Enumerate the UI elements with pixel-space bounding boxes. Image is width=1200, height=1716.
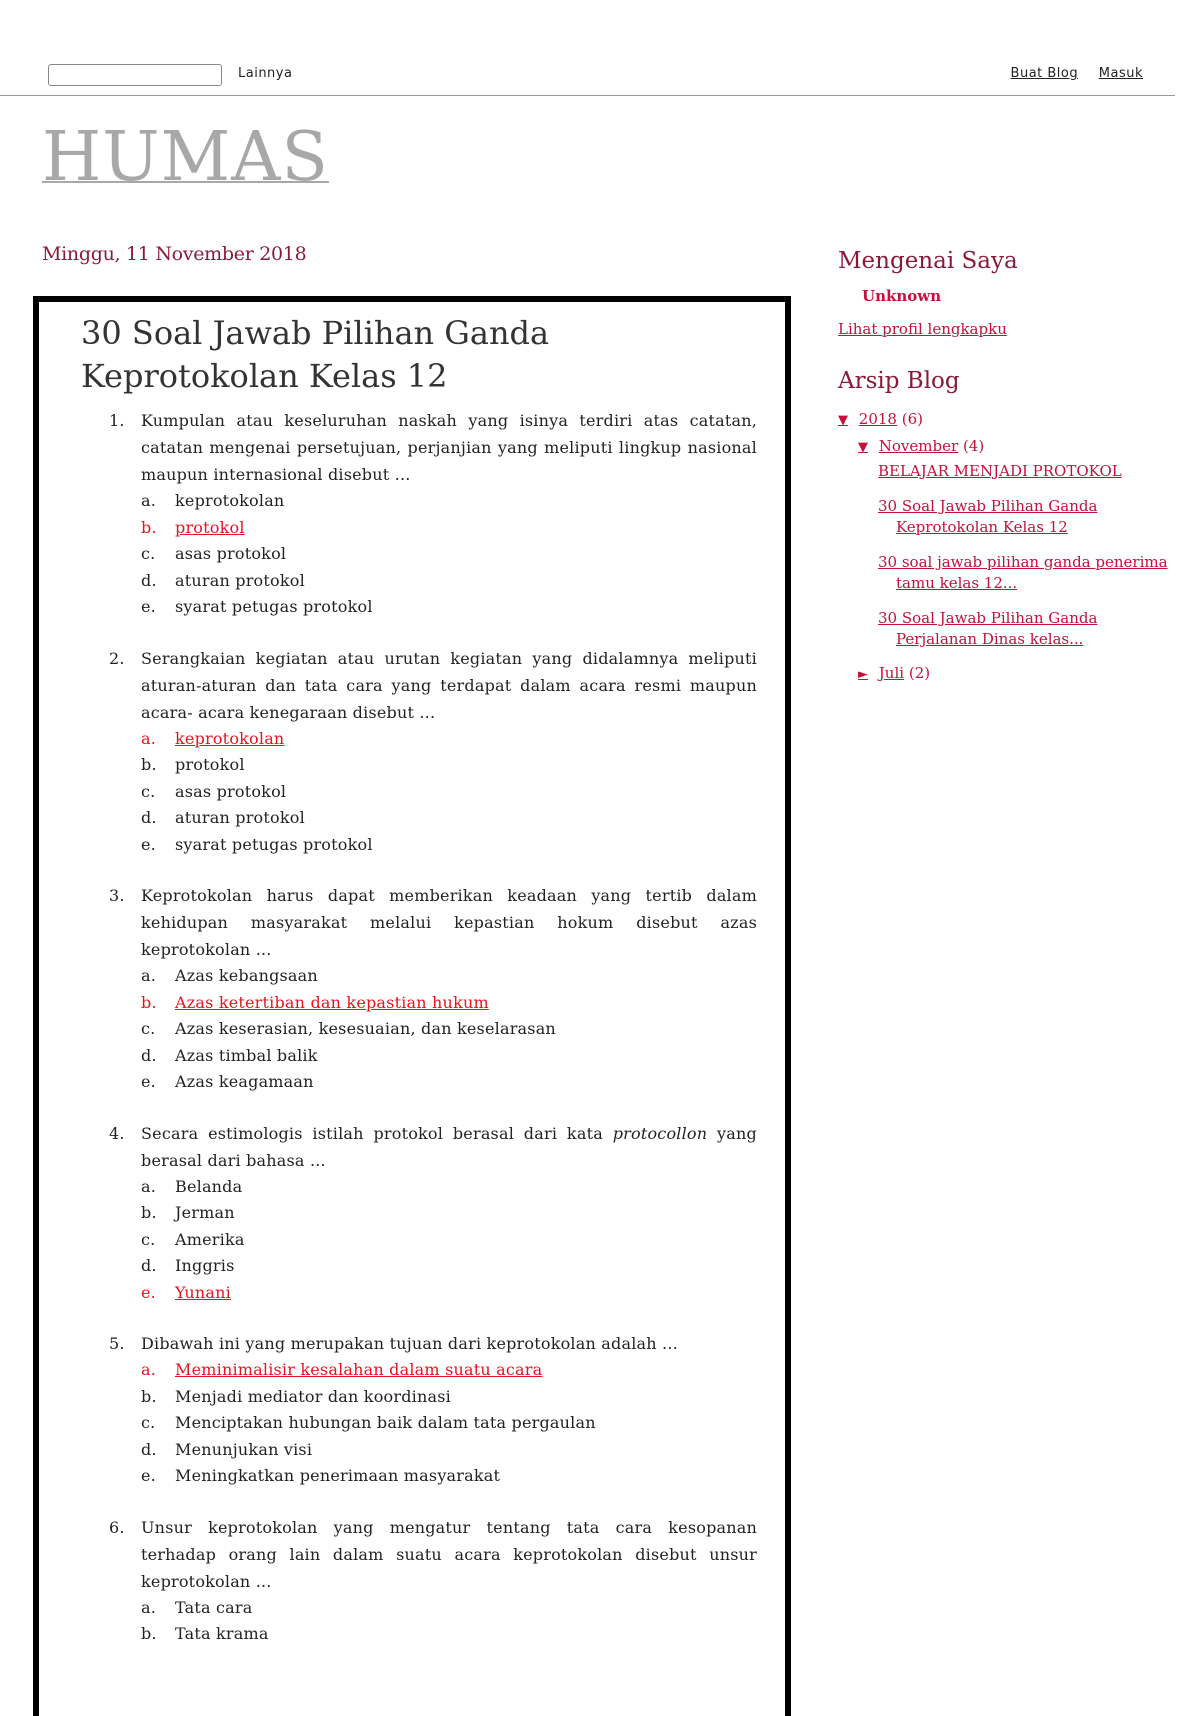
question-text-row — [109, 1330, 757, 1357]
question-item — [109, 882, 757, 1096]
option-text: Tata krama — [175, 1624, 269, 1643]
option-letter: d. — [141, 1256, 157, 1275]
answer-option — [109, 568, 757, 595]
answer-option — [109, 1253, 757, 1280]
question-text — [141, 1120, 757, 1174]
question-item — [109, 1120, 757, 1307]
option-letter: a. — [141, 1360, 157, 1379]
archive-month-link[interactable]: November — [878, 437, 959, 455]
option-text: Menunjukan visi — [175, 1439, 313, 1459]
question-text-row — [109, 882, 757, 963]
question-number: 2. — [109, 648, 125, 668]
navbar — [0, 0, 1175, 96]
option-text: keprotokolan — [175, 491, 285, 510]
question-text-part: Secara estimologis istilah protokol berasal dari kata — [141, 1123, 613, 1143]
option-text: syarat petugas protokol — [175, 597, 373, 616]
question-text-row — [109, 645, 757, 726]
answer-option — [109, 1463, 757, 1490]
correct-answer-option — [109, 990, 757, 1017]
option-text: asas protokol — [175, 781, 287, 801]
archive-post-link[interactable]: 30 Soal Jawab Pilihan Ganda Perjalanan Dinas kelas... — [878, 609, 1098, 648]
option-text: Azas keagamaan — [175, 1072, 314, 1091]
answer-option — [109, 805, 757, 832]
answer-option — [109, 488, 757, 515]
option-letter: e. — [141, 1466, 156, 1485]
sidebar — [838, 248, 1178, 682]
archive-list — [838, 410, 1178, 682]
answer-option — [109, 1437, 757, 1464]
option-letter: c. — [141, 1019, 156, 1038]
option-text: protokol — [175, 517, 245, 537]
answer-option — [109, 1595, 757, 1622]
collapse-toggle-icon[interactable]: ▼ — [838, 413, 848, 428]
option-letter: e. — [141, 1282, 156, 1302]
question-number: 4. — [109, 1123, 125, 1143]
option-text: Belanda — [175, 1176, 243, 1196]
archive-month-link[interactable]: Juli — [878, 664, 905, 682]
profile-name-link[interactable]: Unknown — [862, 287, 942, 305]
option-letter: d. — [141, 570, 157, 590]
expand-toggle-icon[interactable]: ► — [858, 667, 868, 682]
answer-option — [109, 1016, 757, 1043]
answer-option — [109, 779, 757, 806]
correct-answer-option — [109, 1357, 757, 1384]
option-text: Inggris — [175, 1256, 235, 1275]
blog-archive — [838, 368, 1178, 682]
question-text-italic: protocollon — [612, 1123, 708, 1143]
post-container — [33, 296, 791, 1716]
option-letter: a. — [141, 491, 157, 510]
question-text-row — [109, 407, 757, 488]
answer-option — [109, 1621, 757, 1648]
question-text-part: yang berasal dari bahasa ... — [141, 1123, 757, 1170]
answer-option — [109, 832, 757, 859]
option-text: keprotokolan — [175, 728, 285, 748]
answer-option — [109, 1174, 757, 1201]
option-letter: c. — [141, 1229, 156, 1249]
option-letter: d. — [141, 1439, 157, 1459]
question-text-row — [109, 1514, 757, 1595]
create-blog-link[interactable]: Buat Blog — [1010, 66, 1079, 81]
option-letter: e. — [141, 834, 156, 854]
blog-title[interactable]: HUMAS — [42, 118, 329, 197]
option-letter: c. — [141, 544, 156, 563]
option-text: asas protokol — [175, 544, 287, 563]
answer-option — [109, 1069, 757, 1096]
question-text: Keprotokolan harus dapat memberikan keadaan yang tertib dalam kehidupan masyarakat melalui kepastian hokum disebut azas keprotokolan ... — [141, 886, 757, 959]
option-letter: b. — [141, 517, 157, 537]
answer-option — [109, 752, 757, 779]
option-letter: b. — [141, 1203, 157, 1222]
collapse-toggle-icon[interactable]: ▼ — [858, 440, 868, 455]
answer-option — [109, 1200, 757, 1227]
question-text: Dibawah ini yang merupakan tujuan dari keprotokolan adalah ... — [141, 1334, 678, 1353]
archive-post-link[interactable]: 30 soal jawab pilihan ganda penerima tamu kelas 12... — [878, 553, 1168, 592]
answer-option — [109, 1227, 757, 1254]
sign-in-link[interactable]: Masuk — [1098, 66, 1143, 81]
option-letter: b. — [141, 992, 157, 1012]
archive-year — [838, 410, 1178, 428]
answer-option — [109, 1384, 757, 1411]
correct-answer-option — [109, 726, 757, 753]
question-item — [109, 407, 757, 621]
post-body — [109, 407, 757, 1672]
question-item — [109, 1330, 757, 1490]
option-letter: c. — [141, 1413, 156, 1432]
option-text: Azas ketertiban dan kepastian hukum — [175, 992, 489, 1012]
answer-option — [109, 594, 757, 621]
search-input[interactable] — [48, 64, 222, 86]
archive-year-count: (6) — [901, 410, 923, 428]
option-letter: d. — [141, 1045, 157, 1065]
option-text: Yunani — [175, 1282, 231, 1302]
archive-year-link[interactable]: 2018 — [858, 410, 897, 428]
option-letter: c. — [141, 781, 156, 801]
answer-option — [109, 1043, 757, 1070]
option-text: Azas timbal balik — [175, 1045, 318, 1065]
option-text: Tata cara — [175, 1597, 253, 1617]
option-text: Menciptakan hubungan baik dalam tata pergaulan — [175, 1413, 596, 1432]
option-letter: a. — [141, 1597, 157, 1617]
question-text: Kumpulan atau keseluruhan naskah yang isinya terdiri atas catatan, catatan mengenai persetujuan, perjanjian yang meliputi lingkup nasional maupun internasional disebut ... — [141, 411, 757, 484]
option-letter: a. — [141, 1176, 157, 1196]
option-letter: e. — [141, 597, 156, 616]
post-date: Minggu, 11 November 2018 — [42, 243, 307, 265]
archive-month-count: (2) — [908, 664, 931, 682]
answer-option — [109, 963, 757, 990]
option-letter: b. — [141, 755, 157, 774]
question-number: 1. — [109, 411, 125, 430]
option-text: Meningkatkan penerimaan masyarakat — [175, 1466, 501, 1485]
post-title: 30 Soal Jawab Pilihan Ganda Keprotokolan Kelas 12 — [81, 314, 550, 395]
view-profile-link[interactable]: Lihat profil lengkapku — [838, 320, 1007, 338]
question-text-row — [109, 1120, 757, 1174]
archive-posts — [878, 461, 1178, 650]
question-number: 6. — [109, 1517, 125, 1537]
option-text: Azas keserasian, kesesuaian, dan keselarasan — [175, 1019, 556, 1038]
option-text: aturan protokol — [175, 570, 305, 590]
archive-post-link[interactable]: 30 Soal Jawab Pilihan Ganda Keprotokolan Kelas 12 — [878, 497, 1098, 536]
option-text: Jerman — [175, 1203, 235, 1222]
option-letter: b. — [141, 1386, 157, 1406]
question-text: Unsur keprotokolan yang mengatur tentang tata cara kesopanan terhadap orang lain dalam suatu acara keprotokolan disebut unsur keprotokolan ... — [141, 1517, 757, 1591]
about-heading: Mengenai Saya — [838, 248, 1018, 274]
option-letter: a. — [141, 728, 157, 748]
option-letter: e. — [141, 1072, 156, 1091]
option-text: protokol — [175, 755, 245, 774]
archive-heading: Arsip Blog — [838, 368, 960, 394]
correct-answer-option — [109, 1280, 757, 1307]
archive-month-count: (4) — [962, 437, 985, 455]
question-item — [109, 1514, 757, 1648]
answer-option — [109, 1410, 757, 1437]
option-text: Meminimalisir kesalahan dalam suatu acara — [175, 1360, 543, 1379]
archive-post-link[interactable]: BELAJAR MENJADI PROTOKOL — [878, 462, 1122, 480]
question-text: Serangkaian kegiatan atau urutan kegiatan yang didalamnya meliputi aturan-aturan dan tata cara yang terdapat dalam acara resmi maupun acara- acara kenegaraan disebut ... — [141, 648, 757, 722]
option-letter: b. — [141, 1624, 157, 1643]
option-text: Menjadi mediator dan koordinasi — [175, 1386, 451, 1406]
correct-answer-option — [109, 515, 757, 542]
answer-option — [109, 541, 757, 568]
question-number: 3. — [109, 886, 125, 905]
option-text: aturan protokol — [175, 808, 305, 827]
more-menu-button[interactable]: Lainnya — [238, 66, 293, 81]
navbar-right-links — [995, 66, 1143, 81]
option-text: Amerika — [175, 1229, 245, 1249]
question-item — [109, 645, 757, 859]
question-number: 5. — [109, 1334, 125, 1353]
option-text: Azas kebangsaan — [175, 966, 318, 985]
option-text: syarat petugas protokol — [175, 834, 373, 854]
archive-month — [858, 664, 1178, 682]
archive-month — [858, 437, 1178, 455]
option-letter: d. — [141, 808, 157, 827]
option-letter: a. — [141, 966, 157, 985]
